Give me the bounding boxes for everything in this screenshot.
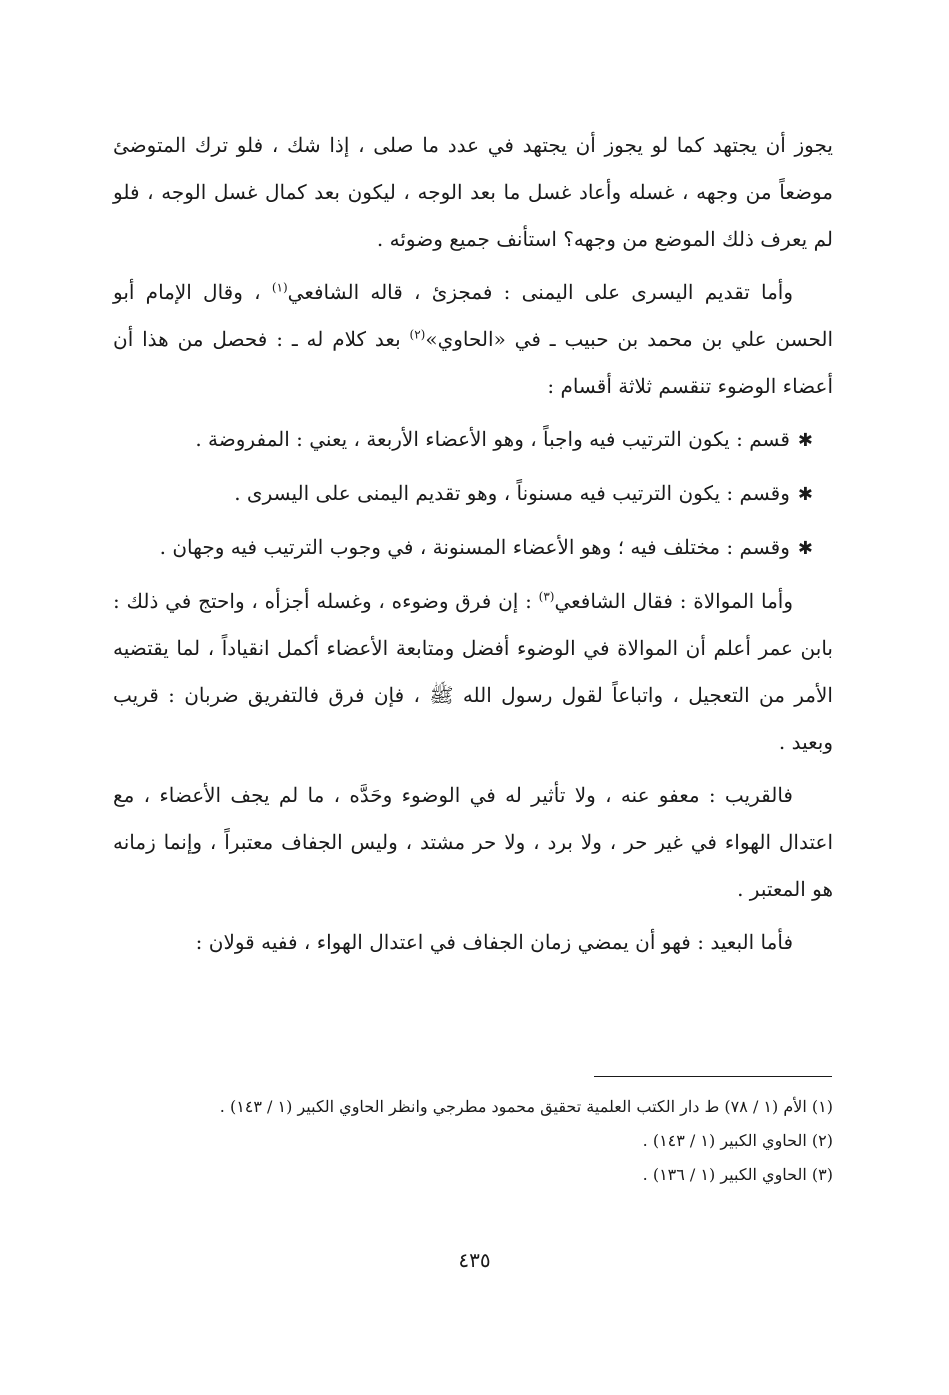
footnote-ref-3[interactable]: (٣): [538, 589, 555, 604]
paragraph-2-text-c: بعد كلام له ـ : فحصل من هذا أن أعضاء الوضوء تنقسم ثلاثة أقسام :: [113, 327, 833, 398]
footnote-2: (٢) الحاوي الكبير (١ / ١٤٣) .: [642, 1131, 833, 1150]
paragraph-3-text-a: وأما الموالاة : فقال الشافعي: [554, 589, 794, 613]
paragraph-4-text: فالقريب : معفو عنه ، ولا تأثير له في الوضوء وحَدَّه ، ما لم يجف الأعضاء ، مع اعتدال الهواء في غير حر ، ولا برد ، ولا حر مشتد ، وليس الجفاف معتبراً ، وإنما زمانه هو المعتبر .: [113, 783, 833, 901]
footnotes: [113, 1090, 833, 1192]
footnote-1: (١) الأم (١ / ٧٨) ط دار الكتب العلمية تحقيق محمود مطرجي وانظر الحاوي الكبير (١ / ١٤٣) .: [219, 1097, 833, 1116]
bullet-item-1-text: قسم : يكون الترتيب فيه واجباً ، وهو الأعضاء الأربعة ، يعني : المفروضة .: [195, 427, 790, 451]
paragraph-1: [113, 122, 833, 263]
asterisk-icon: ✱: [797, 538, 813, 559]
footnote-divider: [594, 1076, 832, 1077]
bullet-item-2: [113, 470, 833, 518]
bullet-item-1: [113, 416, 833, 464]
paragraph-5-text: فأما البعيد : فهو أن يمضي زمان الجفاف في اعتدال الهواء ، ففيه قولان :: [195, 930, 793, 954]
paragraph-2-text-b: ، وقال الإمام أبو الحسن علي بن محمد بن حبيب ـ في «الحاوي»: [113, 280, 834, 351]
paragraph-1-text: يجوز أن يجتهد كما لو يجوز أن يجتهد في عدد ما صلى ، إذا شك ، فلو ترك المتوضئ موضعاً من وجهه ، غسله وأعاد غسل ما بعد الوجه ، ليكون بعد كمال غسل الوجه ، فلو لم يعرف ذلك الموضع من وجهه؟ استأنف جميع وضوئه .: [113, 133, 833, 251]
paragraph-2: [113, 269, 833, 410]
asterisk-icon: ✱: [797, 430, 813, 451]
bullet-item-3-text: وقسم : مختلف فيه ؛ وهو الأعضاء المسنونة ، في وجوب الترتيب فيه وجهان .: [159, 535, 790, 559]
asterisk-icon: ✱: [797, 484, 813, 505]
main-text: [113, 122, 833, 972]
footnote-ref-2[interactable]: (٢): [409, 327, 426, 342]
bullet-item-3: [113, 524, 833, 572]
bullet-item-2-text: وقسم : يكون الترتيب فيه مسنوناً ، وهو تقديم اليمنى على اليسرى .: [234, 481, 790, 505]
paragraph-2-text-a: وأما تقديم اليسرى على اليمنى : فمجزئ ، قاله الشافعي: [287, 280, 794, 304]
page-number: ٤٣٥: [458, 1248, 491, 1272]
paragraph-5: [113, 919, 833, 966]
paragraph-4: [113, 772, 833, 913]
footnote-ref-1[interactable]: (١): [271, 280, 288, 295]
paragraph-3: [113, 578, 833, 766]
footnote-3: (٣) الحاوي الكبير (١ / ١٣٦) .: [642, 1165, 833, 1184]
paragraph-3-text-b: : إن فرق وضوءه ، وغسله أجزأه ، واحتج في ذلك : بابن عمر أعلم أن الموالاة في الوضوء أفضل ومتابعة الأعضاء أكمل انقياداً ، لما يقتضيه الأمر من التعجيل ، واتباعاً لقول رسول الله ﷺ ، فإن فرق فالتفريق ضربان : قريب وبعيد .: [113, 589, 833, 754]
